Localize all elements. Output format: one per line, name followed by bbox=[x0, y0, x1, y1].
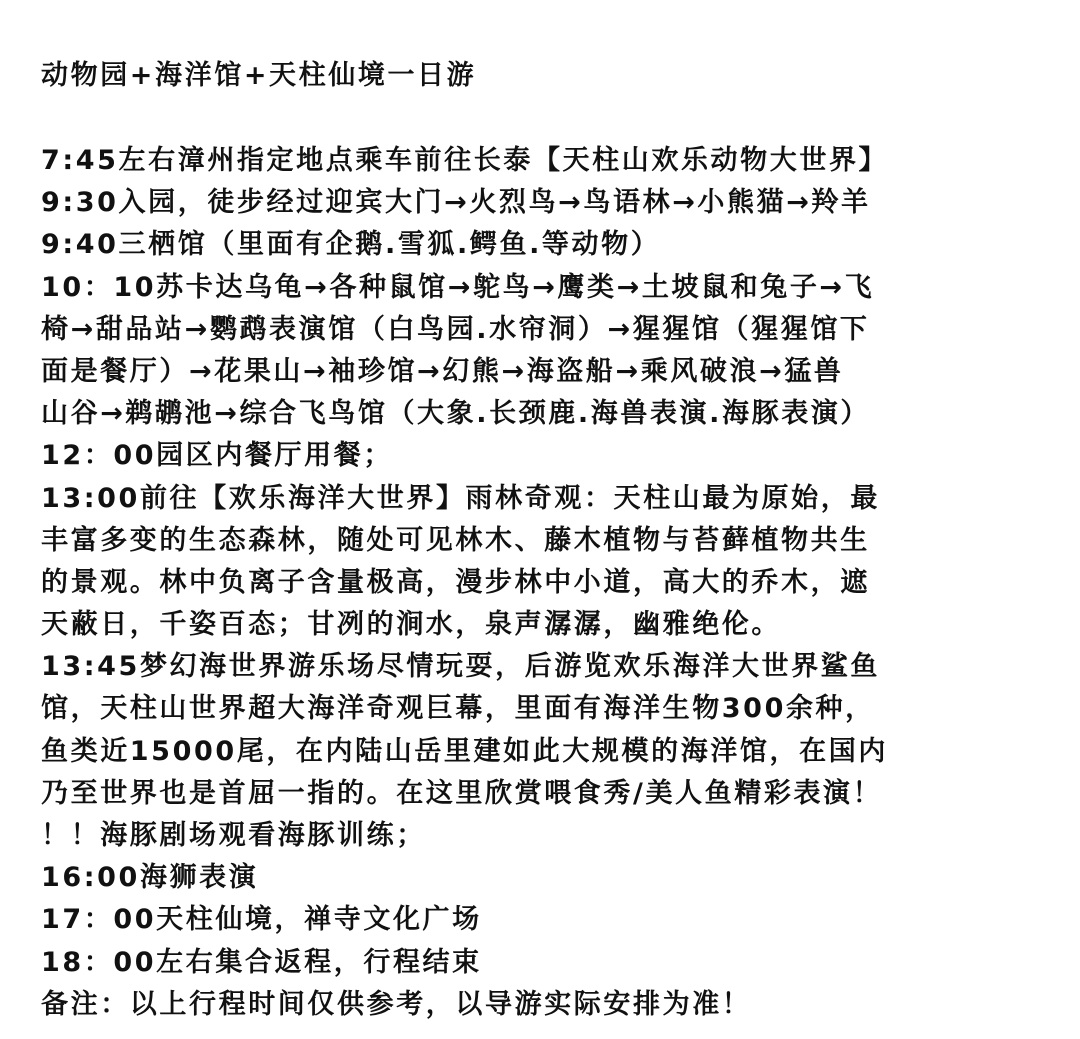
schedule-line-1345: 13:45梦幻海世界游乐场尽情玩耍，后游览欢乐海洋大世界鲨鱼 bbox=[41, 651, 880, 683]
schedule-line-1300-cont-2: 的景观。林中负离子含量极高，漫步林中小道，高大的乔木，遮 bbox=[41, 566, 870, 598]
schedule-line-1300-cont-3: 天蔽日，千姿百态；甘冽的涧水，泉声潺潺，幽雅绝伦。 bbox=[41, 609, 781, 641]
schedule-line-1010-cont-2: 面是餐厅）→花果山→袖珍馆→幻熊→海盗船→乘风破浪→猛兽 bbox=[41, 355, 844, 387]
schedule-line-0940: 9:40三栖馆（里面有企鹅.雪狐.鳄鱼.等动物） bbox=[41, 229, 661, 261]
schedule-line-1345-cont-2: 鱼类近15000尾，在内陆山岳里建如此大规模的海洋馆，在国内 bbox=[41, 735, 888, 767]
schedule-line-1010: 10：10苏卡达乌龟→各种鼠馆→鸵鸟→鹰类→土坡鼠和兔子→飞 bbox=[41, 271, 875, 303]
schedule-line-1345-cont-4: ！！海豚剧场观看海豚训练； bbox=[41, 820, 426, 851]
schedule-line-1300-cont-1: 丰富多变的生态森林，随处可见林木、藤木植物与苔藓植物共生 bbox=[41, 524, 870, 556]
schedule-line-1010-cont-1: 椅→甜品站→鹦鹉表演馆（白鸟园.水帘洞）→猩猩馆（猩猩馆下 bbox=[41, 313, 870, 345]
schedule-line-1600: 16:00海狮表演 bbox=[41, 862, 259, 894]
schedule-line-1700: 17：00天柱仙境，禅寺文化广场 bbox=[41, 904, 482, 936]
schedule-line-0930: 9:30入园，徒步经过迎宾大门→火烈鸟→鸟语林→小熊猫→羚羊 bbox=[41, 187, 871, 219]
itinerary-note: 备注：以上行程时间仅供参考，以导游实际安排为准！ bbox=[41, 988, 752, 1020]
schedule-line-1345-cont-3: 乃至世界也是首屈一指的。在这里欣赏喂食秀/美人鱼精彩表演！ bbox=[41, 777, 883, 809]
schedule-line-1345-cont-1: 馆，天柱山世界超大海洋奇观巨幕，里面有海洋生物300余种， bbox=[41, 693, 875, 725]
schedule-line-0745: 7:45左右漳州指定地点乘车前往长泰【天柱山欢乐动物大世界】 bbox=[41, 145, 889, 176]
schedule-line-1300: 13:00前往【欢乐海洋大世界】雨林奇观：天柱山最为原始，最 bbox=[41, 482, 880, 514]
schedule-line-1010-cont-3: 山谷→鹈鹕池→综合飞鸟馆（大象.长颈鹿.海兽表演.海豚表演） bbox=[41, 398, 871, 430]
itinerary-document bbox=[41, 55, 1061, 1026]
itinerary-title: 动物园+海洋馆+天柱仙境一日游 bbox=[41, 60, 477, 91]
schedule-line-1800: 18：00左右集合返程，行程结束 bbox=[41, 946, 482, 978]
schedule-line-1200: 12：00园区内餐厅用餐； bbox=[41, 440, 393, 472]
